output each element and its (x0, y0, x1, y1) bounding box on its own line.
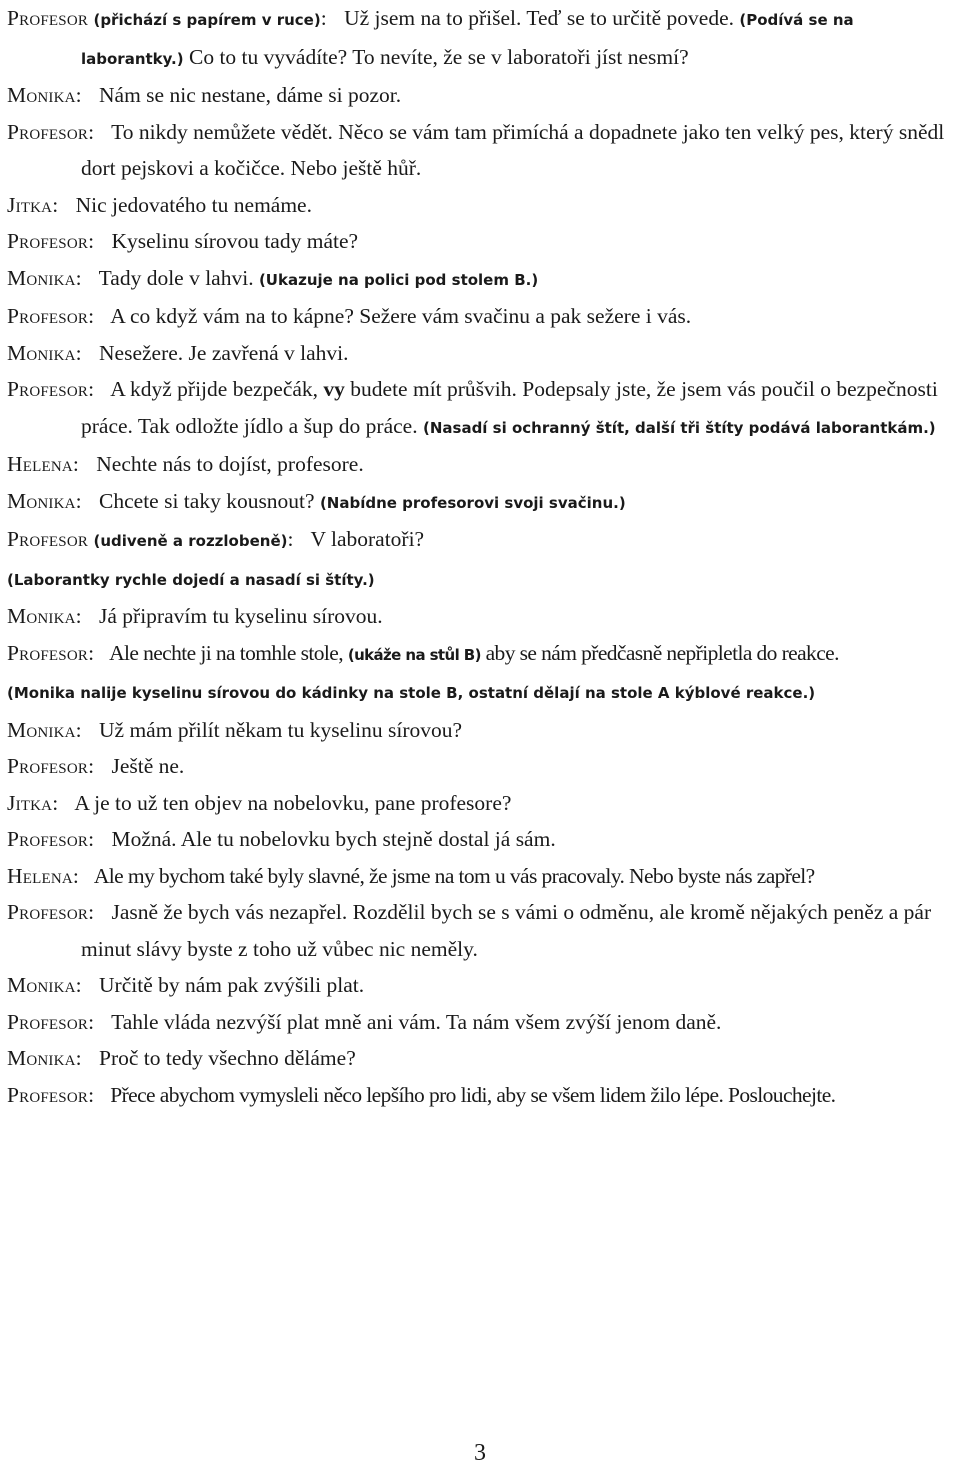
dialogue-text: aby se nám předčasně nepřipletla do reakce. (485, 640, 839, 665)
stage-direction: (Nabídne profesorovi svoji svačinu.) (319, 493, 626, 512)
dialogue-line: Monika: Nesežere. Je zavřená v lahvi. (7, 340, 349, 365)
speaker-name: Helena (7, 452, 73, 476)
dialogue-line: Jitka: Nic jedovatého tu nemáme. (7, 192, 312, 217)
dialogue-text: Nám se nic nestane, dáme si pozor. (99, 83, 402, 107)
dialogue-line: Monika: Nám se nic nestane, dáme si pozor. (7, 83, 402, 107)
dialogue-text: Chcete si taky kousnout? (99, 488, 315, 513)
speaker-name: Monika (7, 83, 76, 107)
stage-direction: (udiveně a rozzlobeně) (93, 532, 288, 550)
dialogue-line: Profesor: Kyselinu sírovou tady máte? (7, 229, 359, 253)
dialogue-text: budete mít průšvih. Podepsaly jste, že jsem vás poučil o bezpečnosti práce. Tak odložte jídlo a šup do práce. (81, 377, 938, 438)
dialogue-line: Monika: Už mám přilít někam tu kyselinu sírovou? (7, 717, 463, 742)
speaker-name: Monika (7, 973, 76, 997)
dialogue-text: Jasně že bych vás nezapřel. Rozdělil bych se s vámi o odměnu, ale kromě nějakých peněz a pár minut slávy byste z toho už vůbec nic neměly. (81, 900, 932, 961)
dialogue-line: Helena: Ale my bychom také byly slavné, že jsme na tom u vás pracovaly. Nebo byste nás zapřel? (7, 863, 815, 888)
dialogue-line: Profesor: Přece abychom vymysleli něco lepšího pro lidi, aby se všem lidem žilo lépe. Poslouchejte. (7, 1082, 836, 1107)
dialogue-text: Já připravím tu kyselinu sírovou. (99, 604, 383, 628)
dialogue-text: To nikdy nemůžete vědět. Něco se vám tam přimíchá a dopadnete jako ten velký pes, který snědl dort pejskovi a kočičce. Nebo ještě hůř. (81, 119, 945, 180)
speaker-name: Profesor (7, 1009, 89, 1034)
speaker-name: Profesor (7, 640, 89, 665)
dialogue-text: Už jsem na to přišel. Teď se to určitě povede. (344, 6, 734, 30)
stage-direction: (Laborantky rychle dojedí a nasadí si štíty.) (7, 570, 375, 589)
speaker-name: Profesor (7, 527, 89, 551)
dialogue-text: Už mám přilít někam tu kyselinu sírovou? (99, 717, 463, 742)
speaker-name: Profesor (7, 754, 89, 778)
dialogue-text: Proč to tedy všechno děláme? (99, 1046, 356, 1070)
stage-direction: (Podívá se na laborantky.) (81, 11, 854, 68)
speaker-name: Profesor (7, 119, 89, 144)
dialogue-line: Monika: Proč to tedy všechno děláme? (7, 1046, 356, 1070)
dialogue-line: Profesor: A když přijde bezpečák, vy budete mít průšvih. Podepsaly jste, že jsem vás poučil o bezpečnosti práce. Tak odložte jídlo a šup do práce. (Nasadí si ochranný štít, další tři štíty podává laborantkám.) (7, 377, 938, 438)
dialogue-line: Helena: Nechte nás to dojíst, profesore. (7, 452, 364, 476)
speaker-name: Jitka (7, 790, 53, 815)
dialogue-text: Kyselinu sírovou tady máte? (111, 229, 359, 253)
dialogue-text: Nesežere. Je zavřená v lahvi. (99, 340, 349, 365)
stage-direction: (přichází s papírem v ruce) (93, 11, 321, 29)
dialogue-text: Ale nechte ji na tomhle stole, (109, 640, 344, 665)
speaker-name: Jitka (7, 192, 53, 217)
speaker-name: Profesor (7, 229, 89, 253)
dialogue-text: Určitě by nám pak zvýšili plat. (99, 973, 365, 997)
speaker-name: Monika (7, 265, 76, 290)
speaker-name: Profesor (7, 377, 89, 401)
dialogue-line: Profesor (přichází s papírem v ruce): Už jsem na to přišel. Teď se to určitě povede. (Podívá se na laborantky.) Co to tu vyvádíte? To nevíte, že se v laboratoři jíst nesmí? (7, 6, 854, 69)
dialogue-text: Tahle vláda nezvýší plat mně ani vám. Ta nám všem zvýší jenom daně. (111, 1009, 722, 1034)
dialogue-line: Monika: Určitě by nám pak zvýšili plat. (7, 973, 365, 997)
dialogue-text: V laboratoři? (310, 527, 425, 551)
speaker-name: Monika (7, 1046, 76, 1070)
dialogue-text: A když přijde bezpečák, (110, 377, 319, 401)
dialogue-line: Profesor: A co když vám na to kápne? Sežere vám svačinu a pak sežere i vás. (7, 304, 692, 328)
dialogue-line: Profesor: Možná. Ale tu nobelovku bych stejně dostal já sám. (7, 827, 556, 851)
speaker-name: Monika (7, 488, 76, 513)
speaker-name: Monika (7, 717, 76, 742)
dialogue-text: Tady dole v lahvi. (98, 265, 254, 290)
stage-direction: (ukáže na stůl B) (347, 645, 481, 664)
dialogue-text: Ještě ne. (111, 754, 185, 778)
dialogue-text: A co když vám na to kápne? Sežere vám svačinu a pak sežere i vás. (110, 304, 692, 328)
dialogue-line: Profesor (udiveně a rozzlobeně): V laboratoři? (7, 527, 425, 551)
dialogue-text: Nic jedovatého tu nemáme. (75, 192, 312, 217)
dialogue-text: Možná. Ale tu nobelovku bych stejně dostal já sám. (111, 827, 556, 851)
speaker-name: Profesor (7, 6, 89, 30)
dialogue-text: A je to už ten objev na nobelovku, pane profesore? (74, 790, 512, 815)
speaker-name: Profesor (7, 1082, 89, 1107)
speaker-name: Profesor (7, 304, 89, 328)
speaker-name: Monika (7, 604, 76, 628)
dialogue-line: Monika: Já připravím tu kyselinu sírovou. (7, 604, 383, 628)
dialogue-line: Profesor: Ale nechte ji na tomhle stole, (ukáže na stůl B) aby se nám předčasně nepřipletla do reakce. (7, 640, 839, 665)
dialogue-text: Přece abychom vymysleli něco lepšího pro lidi, aby se všem lidem žilo lépe. Poslouchejte. (110, 1082, 836, 1107)
stage-direction-line (7, 673, 955, 712)
speaker-name: Profesor (7, 827, 89, 851)
dialogue-text: Nechte nás to dojíst, profesore. (96, 452, 364, 476)
stage-direction: (Ukazuje na polici pod stolem B.) (258, 270, 539, 289)
dialogue-line: Monika: Chcete si taky kousnout? (Nabídne profesorovi svoji svačinu.) (7, 488, 626, 513)
script-page (7, 0, 955, 1113)
stage-direction-line (7, 560, 955, 599)
dialogue-line: Profesor: Jasně že bych vás nezapřel. Rozdělil bych se s vámi o odměnu, ale kromě nějakých peněz a pár minut slávy byste z toho už vůbec nic neměly. (7, 900, 932, 961)
stage-direction: (Nasadí si ochranný štít, další tři štíty podává laborantkám.) (422, 418, 936, 437)
dialogue-line: Profesor: Ještě ne. (7, 754, 185, 778)
dialogue-line: Profesor: Tahle vláda nezvýší plat mně ani vám. Ta nám všem zvýší jenom daně. (7, 1009, 722, 1034)
dialogue-text: Co to tu vyvádíte? To nevíte, že se v laboratoři jíst nesmí? (188, 44, 689, 69)
dialogue-line: Profesor: To nikdy nemůžete vědět. Něco se vám tam přimíchá a dopadnete jako ten velký pes, který snědl dort pejskovi a kočičce. Nebo ještě hůř. (7, 119, 945, 180)
speaker-name: Profesor (7, 900, 89, 924)
stage-direction: (Monika nalije kyselinu sírovou do kádinky na stole B, ostatní dělají na stole A kýblové reakce.) (7, 684, 816, 702)
speaker-name: Helena (7, 863, 73, 888)
speaker-name: Monika (7, 340, 76, 365)
page-number: 3 (474, 1440, 486, 1466)
emphasis-text: vy (323, 377, 345, 401)
dialogue-line: Jitka: A je to už ten objev na nobelovku, pane profesore? (7, 790, 512, 815)
dialogue-text: Ale my bychom také byly slavné, že jsme na tom u vás pracovaly. Nebo byste nás zapřel? (93, 863, 815, 888)
dialogue-line: Monika: Tady dole v lahvi. (Ukazuje na polici pod stolem B.) (7, 265, 539, 290)
